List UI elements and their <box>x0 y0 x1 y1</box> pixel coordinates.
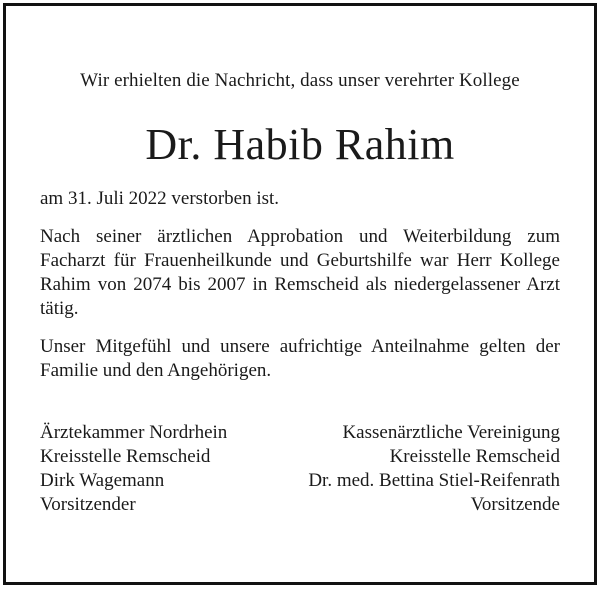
career-paragraph: Nach seiner ärztlichen Approbation und Weiterbildung zum Facharzt für Frauenheilkunde und Geburtshilfe war Herr Kollege Rahim von 2074 bis 2007 in Remscheid als niedergelassener Arzt tätig. <box>40 226 560 319</box>
intro-text: Wir erhielten die Nachricht, dass unser verehrter Kollege <box>80 70 520 91</box>
right-role: Vorsitzende <box>470 494 560 515</box>
right-office: Kreisstelle Remscheid <box>389 446 560 467</box>
left-org: Ärztekammer Nordrhein <box>40 422 228 443</box>
left-role: Vorsitzender <box>40 494 136 515</box>
right-person: Dr. med. Bettina Stiel-Reifenrath <box>308 470 560 491</box>
signature-row-org <box>40 421 560 445</box>
signature-row-office <box>40 445 560 469</box>
signature-row-person <box>40 469 560 493</box>
left-office: Kreisstelle Remscheid <box>40 446 211 467</box>
right-org: Kassenärztliche Vereinigung <box>342 422 560 443</box>
signature-block <box>40 421 560 517</box>
deceased-name: Dr. Habib Rahim <box>145 120 455 169</box>
left-person: Dirk Wagemann <box>40 470 165 491</box>
signature-row-role <box>40 493 560 517</box>
condolence-paragraph: Unser Mitgefühl und unsere aufrichtige Anteilnahme gelten der Familie und den Angehörigen. <box>40 336 560 381</box>
death-date-line: am 31. Juli 2022 verstorben ist. <box>40 188 280 209</box>
